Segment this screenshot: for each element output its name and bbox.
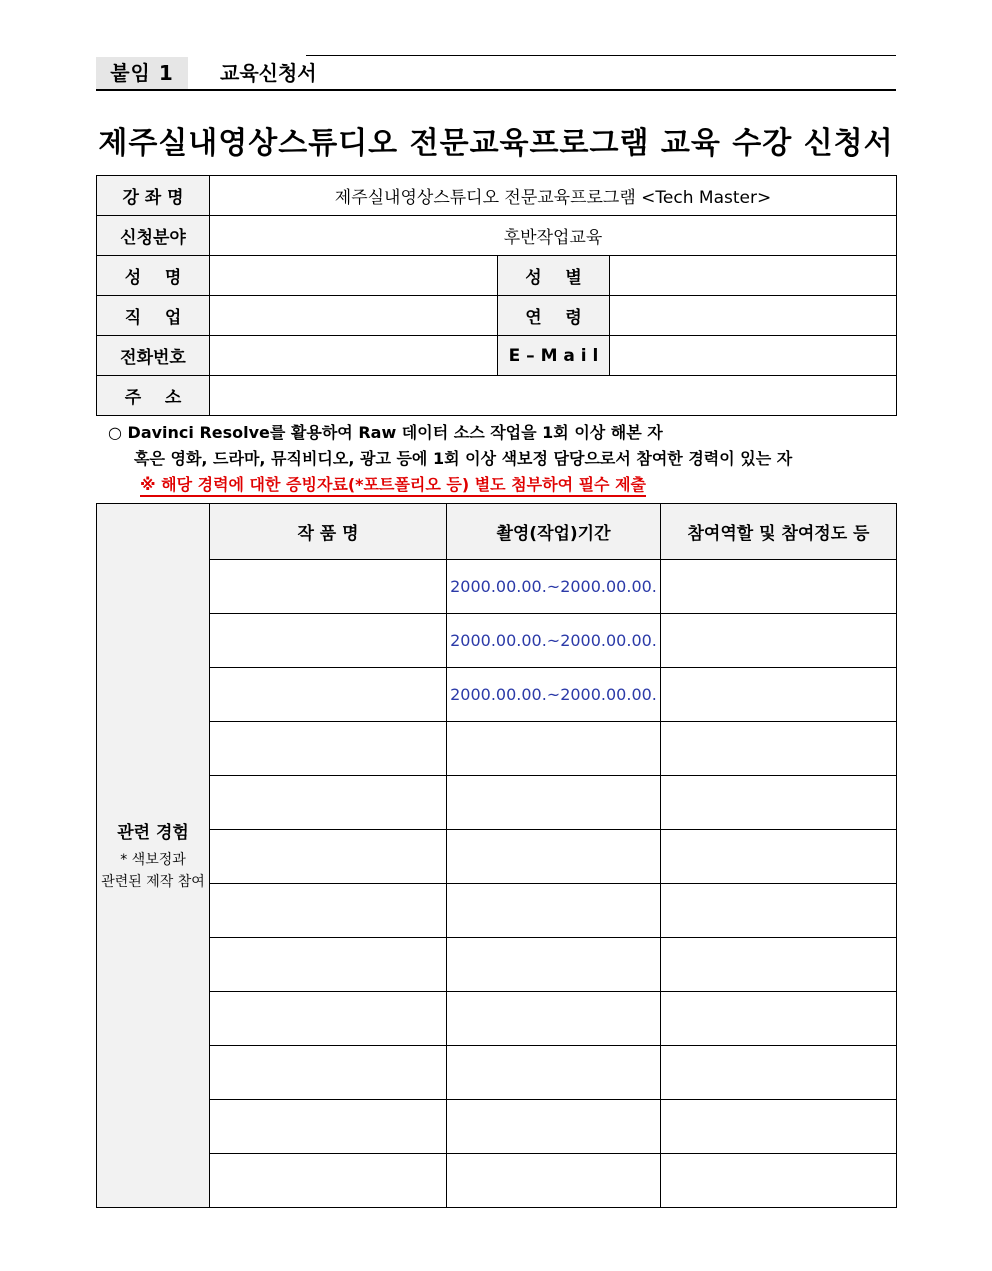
experience-title: 관련 경험	[117, 823, 189, 843]
work-title-cell[interactable]	[210, 668, 447, 722]
work-title-cell[interactable]	[210, 560, 447, 614]
role-cell[interactable]	[661, 884, 897, 938]
table-row	[97, 884, 897, 938]
name-field[interactable]	[210, 256, 498, 296]
header-work-title: 작 품 명	[210, 504, 447, 560]
attachment-top-line	[306, 55, 896, 56]
period-cell[interactable]	[447, 1046, 661, 1100]
course-row	[97, 176, 897, 216]
table-row	[97, 992, 897, 1046]
role-cell[interactable]	[661, 830, 897, 884]
attachment-tag: 붙임 1	[96, 57, 188, 89]
applicant-info-table	[96, 175, 897, 416]
attachment-bottom-line	[96, 89, 896, 91]
period-cell[interactable]	[447, 830, 661, 884]
age-field[interactable]	[610, 296, 897, 336]
work-title-cell[interactable]	[210, 938, 447, 992]
experience-header-row	[97, 504, 897, 560]
period-cell[interactable]: 2000.00.00.~2000.00.00.	[447, 614, 661, 668]
field-value: 후반작업교육	[210, 216, 897, 256]
period-cell[interactable]	[447, 776, 661, 830]
email-field[interactable]	[610, 336, 897, 376]
period-cell[interactable]: 2000.00.00.~2000.00.00.	[447, 560, 661, 614]
gender-label: 성 별	[498, 256, 610, 296]
experience-table	[96, 503, 897, 1208]
name-gender-row	[97, 256, 897, 296]
period-cell[interactable]: 2000.00.00.~2000.00.00.	[447, 668, 661, 722]
period-cell[interactable]	[447, 992, 661, 1046]
experience-sub-2: 관련된 제작 참여	[101, 874, 205, 890]
work-title-cell[interactable]	[210, 776, 447, 830]
table-row	[97, 560, 897, 614]
age-label: 연 령	[498, 296, 610, 336]
role-cell[interactable]	[661, 668, 897, 722]
address-label: 주 소	[97, 376, 210, 416]
job-field[interactable]	[210, 296, 498, 336]
table-row	[97, 1100, 897, 1154]
table-row	[97, 1046, 897, 1100]
role-cell[interactable]	[661, 560, 897, 614]
course-value: 제주실내영상스튜디오 전문교육프로그램 <Tech Master>	[210, 176, 897, 216]
address-row	[97, 376, 897, 416]
table-row	[97, 668, 897, 722]
role-cell[interactable]	[661, 1100, 897, 1154]
experience-side-label	[97, 504, 210, 1208]
work-title-cell[interactable]	[210, 884, 447, 938]
course-label: 강 좌 명	[97, 176, 210, 216]
warning-note	[108, 472, 898, 498]
table-row	[97, 1154, 897, 1208]
phone-label: 전화번호	[97, 336, 210, 376]
job-label: 직 업	[97, 296, 210, 336]
phone-field[interactable]	[210, 336, 498, 376]
header-period: 촬영(작업)기간	[447, 504, 661, 560]
email-label: E – M a i l	[498, 336, 610, 376]
role-cell[interactable]	[661, 722, 897, 776]
period-cell[interactable]	[447, 722, 661, 776]
period-cell[interactable]	[447, 1154, 661, 1208]
work-title-cell[interactable]	[210, 1100, 447, 1154]
note-line-1: ○ Davinci Resolve를 활용하여 Raw 데이터 소스 작업을 1회 이상 해본 자	[108, 423, 663, 442]
table-row	[97, 614, 897, 668]
work-title-cell[interactable]	[210, 1046, 447, 1100]
field-label: 신청분야	[97, 216, 210, 256]
table-row	[97, 830, 897, 884]
phone-email-row	[97, 336, 897, 376]
work-title-cell[interactable]	[210, 614, 447, 668]
work-title-cell[interactable]	[210, 830, 447, 884]
experience-sub-1: * 색보정과	[120, 852, 186, 868]
role-cell[interactable]	[661, 1154, 897, 1208]
work-title-cell[interactable]	[210, 1154, 447, 1208]
eligibility-notes	[108, 420, 898, 498]
role-cell[interactable]	[661, 776, 897, 830]
role-cell[interactable]	[661, 1046, 897, 1100]
gender-field[interactable]	[610, 256, 897, 296]
name-label: 성 명	[97, 256, 210, 296]
work-title-cell[interactable]	[210, 722, 447, 776]
address-field[interactable]	[210, 376, 897, 416]
attachment-name: 교육신청서	[220, 61, 317, 85]
role-cell[interactable]	[661, 614, 897, 668]
header-role: 참여역할 및 참여정도 등	[661, 504, 897, 560]
document-title: 제주실내영상스튜디오 전문교육프로그램 교육 수강 신청서	[98, 126, 894, 161]
table-row	[97, 938, 897, 992]
period-cell[interactable]	[447, 1100, 661, 1154]
note-line-2: 혹은 영화, 드라마, 뮤직비디오, 광고 등에 1회 이상 색보정 담당으로서 참여한 경력이 있는 자	[134, 449, 793, 468]
warning-text: ※ 해당 경력에 대한 증빙자료(*포트폴리오 등) 별도 첨부하여 필수 제출	[140, 475, 646, 497]
role-cell[interactable]	[661, 938, 897, 992]
job-age-row	[97, 296, 897, 336]
period-cell[interactable]	[447, 884, 661, 938]
attachment-header	[96, 55, 896, 91]
period-cell[interactable]	[447, 938, 661, 992]
role-cell[interactable]	[661, 992, 897, 1046]
work-title-cell[interactable]	[210, 992, 447, 1046]
field-row	[97, 216, 897, 256]
table-row	[97, 722, 897, 776]
table-row	[97, 776, 897, 830]
